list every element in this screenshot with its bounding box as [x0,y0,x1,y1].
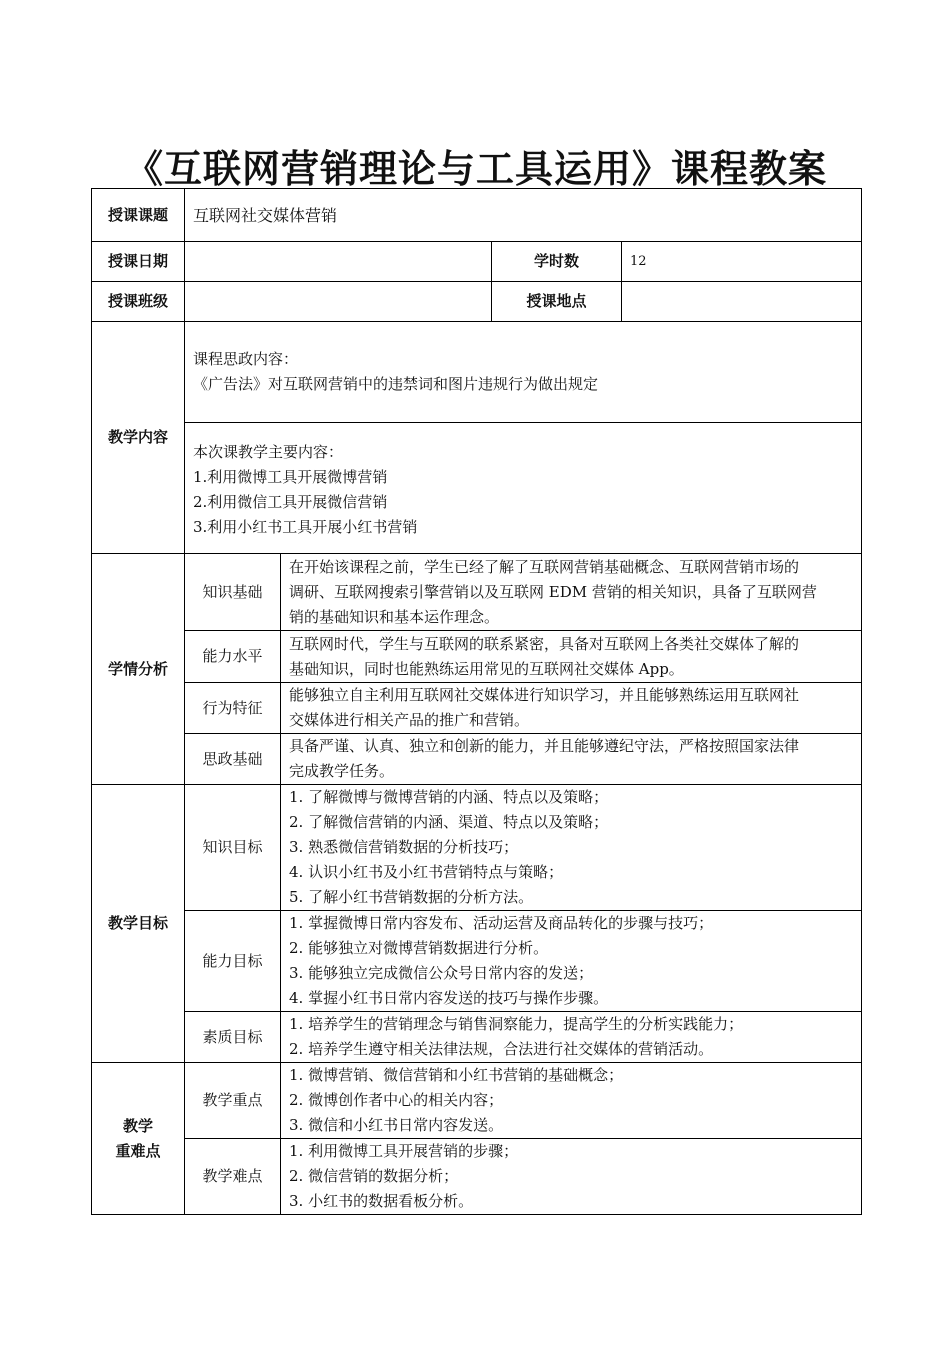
analysis-row [92,631,862,683]
keypoint-item-text [281,1139,862,1215]
text-line: 销的基础知识和基本运作理念。 [289,607,500,626]
text-line: 1. 培养学生的营销理念与销售洞察能力，提高学生的分析实践能力； [289,1015,744,1033]
class-value [185,282,492,322]
keypoints-label-line: 重难点 [115,1141,161,1160]
analysis-row [92,683,862,734]
main-item: 2.利用微信工具开展微信营销 [193,493,388,511]
objectives-label: 教学目标 [92,785,185,1063]
keypoints-label-line: 教学 [122,1116,153,1135]
text-line: 1. 掌握微博日常内容发布、活动运营及商品转化的步骤与技巧； [289,914,714,932]
objective-item-text [281,911,862,1012]
analysis-item-label: 知识基础 [185,554,281,631]
keypoint-item-label: 教学难点 [185,1139,281,1215]
text-line: 1. 微博营销、微信营销和小红书营销的基础概念； [289,1066,624,1084]
main-item: 1.利用微博工具开展微博营销 [193,468,388,486]
analysis-item-text [281,631,862,683]
class-row [92,282,862,322]
date-value [185,242,492,282]
text-line: 1. 利用微博工具开展营销的步骤； [289,1142,519,1160]
ideology-heading: 课程思政内容： [193,350,299,368]
text-line: 5. 了解小红书营销数据的分析方法。 [289,888,534,906]
text-line: 2. 能够独立对微博营销数据进行分析。 [289,939,549,957]
location-value [622,282,862,322]
keypoint-item-text [281,1063,862,1139]
objective-item-text [281,1012,862,1063]
text-line: 3. 微信和小红书日常内容发送。 [289,1116,504,1134]
text-line: 4. 认识小红书及小红书营销特点与策略； [289,863,564,881]
topic-value: 互联网社交媒体营销 [185,189,862,242]
text-line: 2. 微信营销的数据分析； [289,1167,459,1185]
date-row [92,242,862,282]
date-label: 授课日期 [92,242,185,282]
analysis-row [92,554,862,631]
text-line: 具备严谨、认真、独立和创新的能力，并且能够遵纪守法，严格按照国家法律 [289,737,800,755]
keypoint-item-label: 教学重点 [185,1063,281,1139]
objective-item-label: 能力目标 [185,911,281,1012]
location-label: 授课地点 [492,282,622,322]
content-ideology-row [92,322,862,423]
text-line: 3. 小红书的数据看板分析。 [289,1192,474,1210]
keypoints-label [92,1063,185,1215]
content-main-row [92,423,862,554]
topic-label: 授课课题 [92,189,185,242]
main-content-cell [185,423,862,554]
analysis-item-text [281,683,862,734]
text-line: 2. 了解微信营销的内涵、渠道、特点以及策略； [289,813,609,831]
ideology-cell [185,322,862,423]
topic-row [92,189,862,242]
ideology-text: 《广告法》对互联网营销中的违禁词和图片违规行为做出规定 [193,375,599,393]
text-line: 互联网时代，学生与互联网的联系紧密，具备对互联网上各类社交媒体了解的 [289,634,800,653]
main-item: 3.利用小红书工具开展小红书营销 [193,518,418,536]
analysis-label: 学情分析 [92,554,185,785]
text-line: 1. 了解微博与微博营销的内涵、特点以及策略； [289,788,609,806]
analysis-item-label: 思政基础 [185,734,281,785]
text-line: 4. 掌握小红书日常内容发送的技巧与操作步骤。 [289,989,609,1007]
main-heading: 本次课教学主要内容： [193,443,344,461]
text-line: 完成教学任务。 [289,762,395,780]
text-line: 3. 熟悉微信营销数据的分析技巧； [289,838,519,856]
objective-row [92,1012,862,1063]
class-label: 授课班级 [92,282,185,322]
analysis-item-label: 能力水平 [185,631,281,683]
objective-item-label: 素质目标 [185,1012,281,1063]
text-line: 2. 培养学生遵守相关法律法规，合法进行社交媒体的营销活动。 [289,1040,714,1058]
hours-value: 12 [622,242,862,282]
text-line: 调研、互联网搜索引擎营销以及互联网 EDM 营销的相关知识，具备了互联网营 [289,582,817,601]
content-label: 教学内容 [92,322,185,554]
analysis-row [92,734,862,785]
keypoint-row [92,1063,862,1139]
text-line: 3. 能够独立完成微信公众号日常内容的发送； [289,964,594,982]
text-line: 交媒体进行相关产品的推广和营销。 [289,711,530,729]
keypoint-row [92,1139,862,1215]
document-title: 《互联网营销理论与工具运用》课程教案 [124,146,827,191]
lesson-plan-table [91,188,862,1215]
hours-label: 学时数 [492,242,622,282]
objective-row [92,911,862,1012]
text-line: 能够独立自主利用互联网社交媒体进行知识学习，并且能够熟练运用互联网社 [289,686,800,704]
objective-item-text [281,785,862,911]
objective-item-label: 知识目标 [185,785,281,911]
text-line: 基础知识，同时也能熟练运用常见的互联网社交媒体 App。 [289,659,684,678]
analysis-item-text [281,734,862,785]
objective-row [92,785,862,911]
analysis-item-text [281,554,862,631]
text-line: 在开始该课程之前，学生已经了解了互联网营销基础概念、互联网营销市场的 [289,557,800,576]
text-line: 2. 微博创作者中心的相关内容； [289,1091,504,1109]
analysis-item-label: 行为特征 [185,683,281,734]
